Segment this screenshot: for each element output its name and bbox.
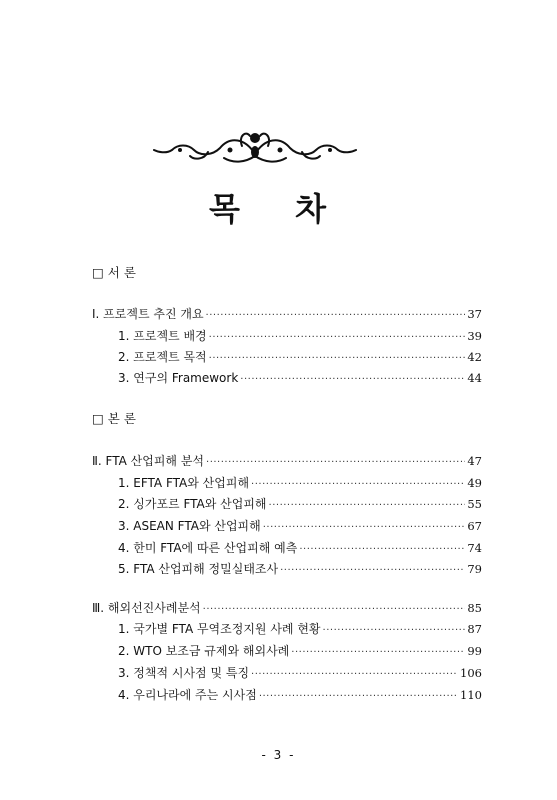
dot-leader xyxy=(259,691,458,702)
section-heading-main: □ 본 론 xyxy=(92,411,136,426)
toc-chapter-2[interactable] xyxy=(92,452,482,469)
toc-label: Ⅰ. 프로젝트 추진 개요 xyxy=(92,307,204,321)
toc-page-number: 37 xyxy=(467,307,482,321)
dot-leader xyxy=(323,625,466,636)
toc-item[interactable] xyxy=(118,327,482,344)
toc-page-number: 42 xyxy=(467,350,482,364)
toc-page-number: 87 xyxy=(467,622,482,636)
toc-item[interactable] xyxy=(118,348,482,365)
toc-page-number: 55 xyxy=(467,497,482,511)
dot-leader xyxy=(209,353,466,364)
toc-page-number: 44 xyxy=(467,371,482,385)
toc-label: 2. WTO 보조금 규제와 해외사례 xyxy=(118,644,290,658)
toc-label: 1. 국가별 FTA 무역조정지원 사례 현황 xyxy=(118,622,321,636)
toc-item[interactable] xyxy=(118,560,482,577)
dot-leader xyxy=(206,310,466,321)
dot-leader xyxy=(251,479,465,490)
toc-label: 2. 프로젝트 목적 xyxy=(118,350,207,364)
dot-leader xyxy=(291,647,465,658)
toc-label: 3. ASEAN FTA와 산업피해 xyxy=(118,519,261,533)
toc-label: 2. 싱가포르 FTA와 산업피해 xyxy=(118,497,267,511)
toc-page-number: 106 xyxy=(460,666,482,680)
toc-item[interactable] xyxy=(118,539,482,556)
dot-leader xyxy=(251,669,458,680)
toc-page-number: 49 xyxy=(467,476,482,490)
toc-page-number: 47 xyxy=(467,454,482,468)
dot-leader xyxy=(263,522,466,533)
dot-leader xyxy=(299,544,465,555)
toc-label: 4. 한미 FTA에 따른 산업피해 예측 xyxy=(118,541,298,555)
toc-chapter-3[interactable] xyxy=(92,599,482,616)
dot-leader xyxy=(240,374,465,385)
toc-page-number: 67 xyxy=(467,519,482,533)
dot-leader xyxy=(209,332,466,343)
toc-label: 5. FTA 산업피해 정밀실태조사 xyxy=(118,562,279,576)
toc-item[interactable] xyxy=(118,664,482,681)
toc-chapter-1[interactable] xyxy=(92,305,482,322)
page-title: 목 차 xyxy=(209,190,348,228)
toc-page-number: 79 xyxy=(467,562,482,576)
dot-leader xyxy=(206,457,465,468)
toc-label: 1. 프로젝트 배경 xyxy=(118,329,207,343)
toc-label: 4. 우리나라에 주는 시사점 xyxy=(118,688,257,702)
toc-item[interactable] xyxy=(118,495,482,512)
toc-label: 3. 정책적 시사점 및 특징 xyxy=(118,666,250,680)
toc-page-number: 99 xyxy=(467,644,482,658)
toc-label: Ⅱ. FTA 산업피해 분석 xyxy=(92,454,205,468)
toc-page-number: 74 xyxy=(467,541,482,555)
dot-leader xyxy=(269,500,466,511)
toc-item[interactable] xyxy=(118,517,482,534)
decorative-ornament-icon xyxy=(150,126,360,168)
toc-label: 3. 연구의 Framework xyxy=(118,371,239,385)
toc-label: 1. EFTA FTA와 산업피해 xyxy=(118,476,250,490)
section-heading-intro: □ 서 론 xyxy=(92,265,136,280)
dot-leader xyxy=(203,604,466,615)
toc-page-number: 39 xyxy=(467,329,482,343)
toc-item[interactable] xyxy=(118,686,482,703)
toc-label: Ⅲ. 해외선진사례분석 xyxy=(92,601,201,615)
toc-item[interactable] xyxy=(118,642,482,659)
toc-item[interactable] xyxy=(118,369,482,386)
toc-item[interactable] xyxy=(118,474,482,491)
toc-item[interactable] xyxy=(118,620,482,637)
dot-leader xyxy=(280,565,465,576)
toc-page-number: 110 xyxy=(460,688,482,702)
toc-page-number: 85 xyxy=(467,601,482,615)
page-footer-number: - 3 - xyxy=(261,748,296,762)
